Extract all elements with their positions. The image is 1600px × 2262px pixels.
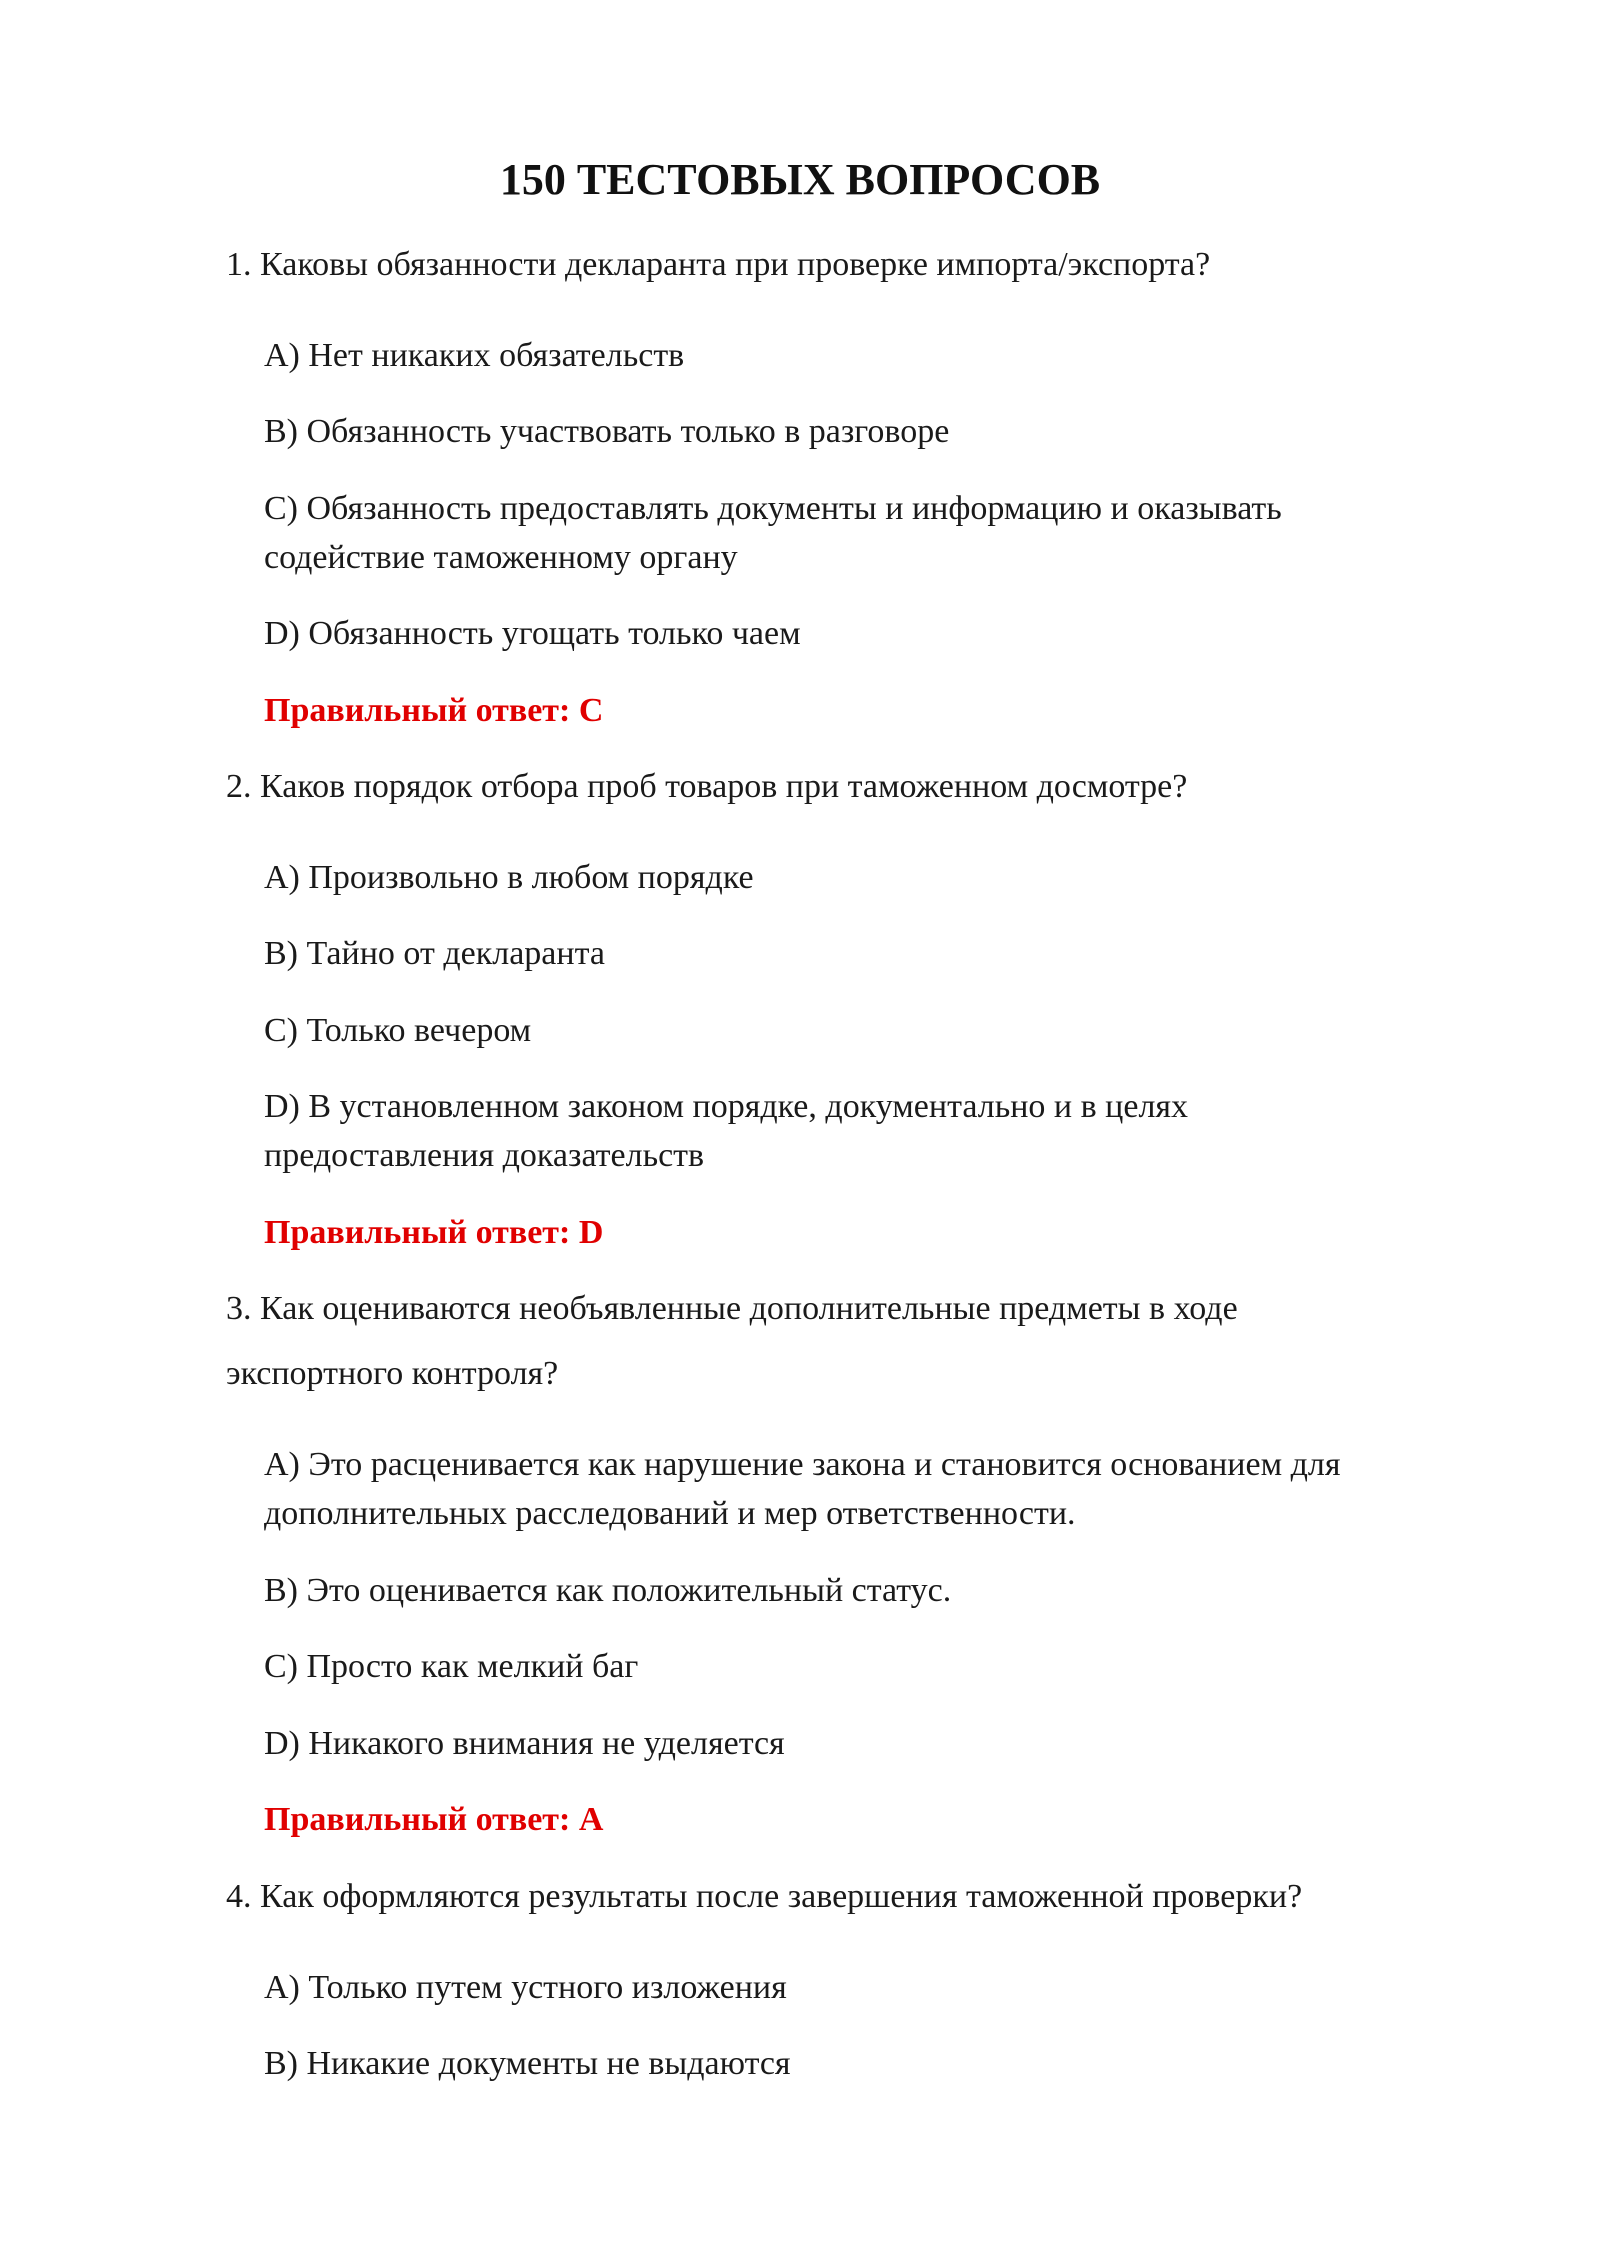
question-2-correct-answer: Правильный ответ: D [264,1214,604,1251]
question-2-option-a: A) Произвольно в любом порядке [264,859,754,896]
question-3-option-b: B) Это оценивается как положительный статус. [264,1572,952,1609]
question-2-text: 2. Каков порядок отбора проб товаров при таможенном досмотре? [226,768,1188,805]
question-4-option-a: A) Только путем устного изложения [264,1969,787,2006]
question-1-option-c-cont: содействие таможенному органу [264,539,738,576]
question-3-text-cont: экспортного контроля? [226,1355,559,1392]
question-2-option-d: D) В установленном законом порядке, документально и в целях [264,1088,1189,1125]
question-4-text: 4. Как оформляются результаты после завершения таможенной проверки? [226,1878,1303,1915]
question-3-option-d: D) Никакого внимания не уделяется [264,1725,785,1762]
question-1-option-b: B) Обязанность участвовать только в разговоре [264,413,950,450]
question-1-text: 1. Каковы обязанности декларанта при проверке импорта/экспорта? [226,246,1211,283]
question-3-option-c: C) Просто как мелкий баг [264,1648,639,1685]
question-1-correct-answer: Правильный ответ: C [264,692,604,729]
question-2-option-c: C) Только вечером [264,1012,532,1049]
page-title: 150 ТЕСТОВЫХ ВОПРОСОВ [499,155,1101,204]
question-4-option-b: B) Никакие документы не выдаются [264,2045,791,2082]
question-3-option-a: A) Это расценивается как нарушение закона и становится основанием для [264,1446,1341,1483]
question-3-option-a-cont: дополнительных расследований и мер ответственности. [264,1495,1076,1532]
question-1-option-a: A) Нет никаких обязательств [264,337,685,374]
question-1-option-d: D) Обязанность угощать только чаем [264,615,801,652]
question-2-option-d-cont: предоставления доказательств [264,1137,705,1174]
question-3-correct-answer: Правильный ответ: A [264,1801,604,1838]
question-1-option-c: C) Обязанность предоставлять документы и информацию и оказывать [264,490,1282,527]
question-2-option-b: B) Тайно от декларанта [264,935,605,972]
question-3-text: 3. Как оцениваются необъявленные дополнительные предметы в ходе [226,1290,1238,1327]
